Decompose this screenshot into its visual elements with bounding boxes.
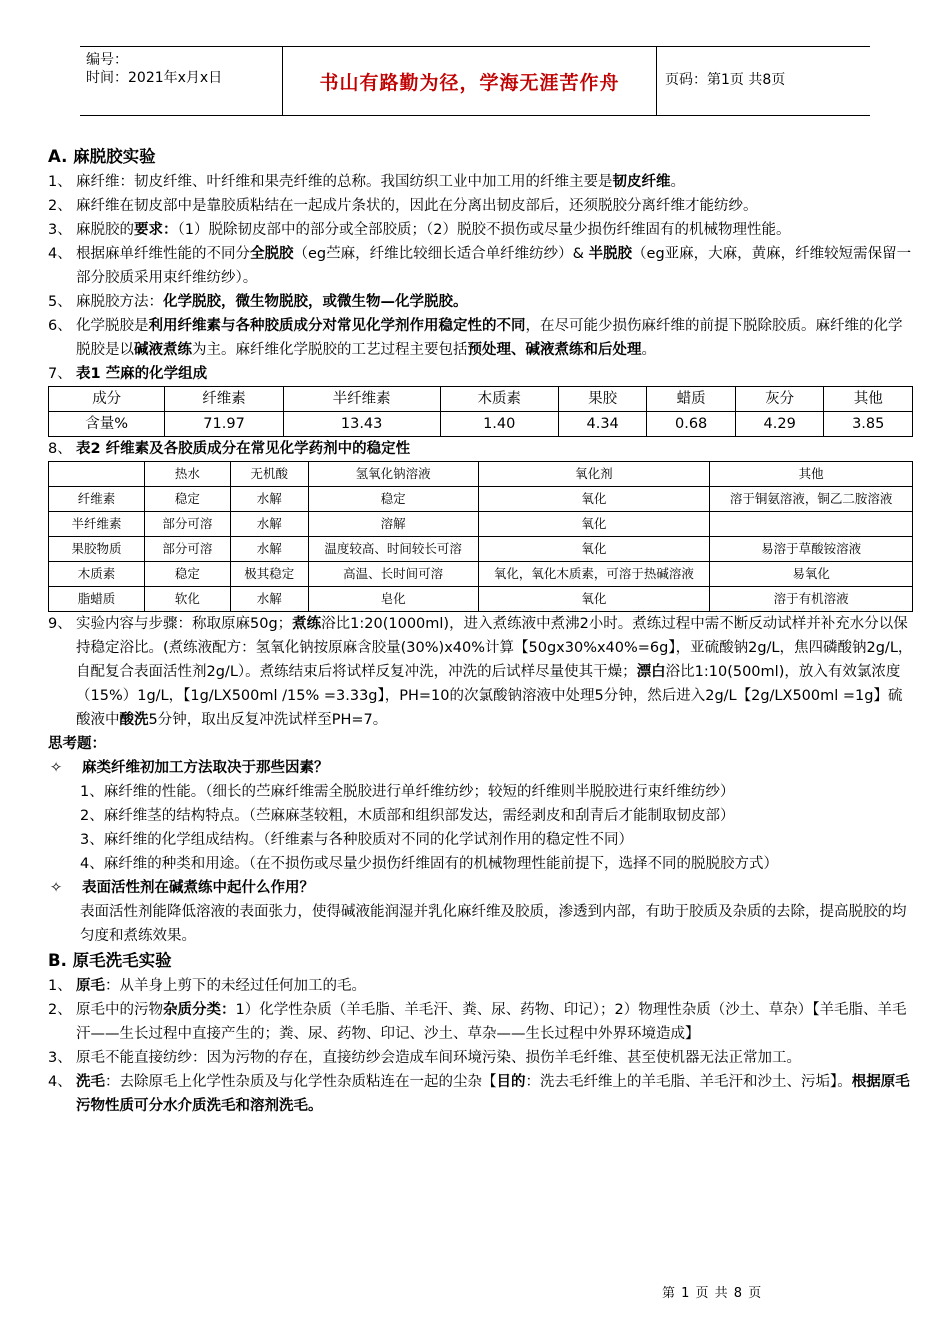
table2-cell: 稳定 (144, 562, 230, 587)
table1-header-cell: 成分 (49, 387, 165, 412)
table2-cell: 部分可溶 (144, 537, 230, 562)
table1-cell: 13.43 (283, 412, 440, 437)
table-row (49, 512, 913, 537)
table2-cell: 易氧化 (710, 562, 913, 587)
table2-cell: 纤维素 (49, 487, 145, 512)
table1-header-row (49, 387, 913, 412)
text-run: ：洗去毛纤维上的羊毛脂、羊毛汗和沙土、污垢】。 (525, 1074, 852, 1090)
table-row (49, 487, 913, 512)
item-a-6-num: 6、 (48, 318, 72, 334)
question-2-title: 表面活性剂在碱煮练中起什么作用？ (82, 880, 314, 896)
text-run: 原毛不能直接纺纱：因为污物的存在，直接纺纱会造成车间环境污染、损伤羊毛纤维、甚至使机器无法正常加工。 (76, 1050, 801, 1066)
item-a-5-num: 5、 (48, 294, 72, 310)
bold-run: 化学脱胶，微生物脱胶，或微生物—化学脱胶。 (163, 294, 468, 310)
item-b-3-text (76, 1046, 913, 1070)
table1-header-cell: 蜡质 (647, 387, 736, 412)
text-run: ：去除原毛上化学性杂质及与化学性杂质粘连在一起的尘杂【 (105, 1074, 497, 1090)
answer-line: 2、麻纤维茎的结构特点。（苎麻麻茎较粗，木质部和组织部发达，需经剥皮和刮青后才能制取韧皮部） (80, 808, 735, 824)
table1-header-cell: 灰分 (735, 387, 824, 412)
bold-run: 目的 (496, 1074, 526, 1090)
table2-body (49, 462, 913, 612)
diamond-bullet-icon: ✧ (50, 760, 63, 776)
question-1-title: 麻类纤维初加工方法取决于那些因素？ (82, 760, 329, 776)
table2-cell: 极其稳定 (230, 562, 308, 587)
table2-cell: 稳定 (308, 487, 478, 512)
item-a-9-num: 9、 (48, 616, 72, 632)
table2-cell: 稳定 (144, 487, 230, 512)
item-b-4 (48, 1070, 913, 1118)
bold-run: 碱液煮练 (134, 342, 192, 358)
item-a-9-text (76, 612, 913, 732)
table2-cell: 水解 (230, 537, 308, 562)
text-run: 麻脱胶的 (76, 222, 134, 238)
text-run: 1）化学性杂质（羊毛脂、羊毛汗、粪、尿、药物、印记）；2）物理性杂质（沙土、草杂）【羊毛脂、羊毛汗——生长过程中直接产生的；粪、尿、药物、印记、沙土、草杂——生长过程中外界环境造成】 (76, 1002, 907, 1042)
main-content (48, 144, 913, 1118)
header-meta (80, 47, 282, 115)
item-a-2 (48, 194, 913, 218)
table2-cell: 氧化 (478, 587, 710, 612)
question-1-answers (48, 780, 913, 876)
table2-cell: 部分可溶 (144, 512, 230, 537)
table2-cell: 氧化，氧化木质素，可溶于热碱溶液 (478, 562, 710, 587)
item-b-1-num: 1、 (48, 978, 72, 994)
text-run: 浴比1:20(1000ml)，进入煮练液中煮沸2小时。煮练过程中需不断反动试样并补充水分以保持稳定浴比。(煮练液配方：氢氧化钠按原麻含胶量(30%)x40%计算【50gx30%x40%=6g】，亚硫酸钠2g/L，焦四磷酸钠2g/L，自配复合表面活性剂2g/L）。煮练结束后将试样反复冲洗，冲洗的后试样尽量使其干燥； (76, 616, 913, 680)
table2-cell: 氧化 (478, 487, 710, 512)
table2-header-cell: 无机酸 (230, 462, 308, 487)
table2-cell: 木质素 (49, 562, 145, 587)
text-run: 5分钟，取出反复冲洗试样至PH=7。 (148, 712, 388, 728)
bold-run: 洗毛 (76, 1074, 105, 1090)
item-a-4 (48, 242, 913, 290)
answer-line: 3、麻纤维的化学组成结构。（纤维素与各种胶质对不同的化学试剂作用的稳定性不同） (80, 832, 633, 848)
table1-cell: 含量% (49, 412, 165, 437)
item-a-4-num: 4、 (48, 246, 72, 262)
bold-run: 要求： (134, 222, 178, 238)
bold-run: 根据原毛污物性质可分水介质洗毛和溶剂洗毛。 (76, 1074, 910, 1114)
table2-cell: 溶于有机溶液 (710, 587, 913, 612)
question-2 (48, 876, 913, 900)
table1-cell: 4.34 (558, 412, 647, 437)
item-a-6 (48, 314, 913, 362)
text-run: （eg亚麻，大麻，黄麻，纤维较短需保留一部分胶质采用束纤维纺纱）。 (76, 246, 912, 286)
table1-cell: 4.29 (735, 412, 824, 437)
table2-cell (710, 512, 913, 537)
bold-run: 杂质分类： (163, 1002, 236, 1018)
table2-cell: 软化 (144, 587, 230, 612)
item-a-3 (48, 218, 913, 242)
text-run: （eg苎麻，纤维比较细长适合单纤维纺纱）& (293, 246, 589, 262)
table2-header-cell: 氧化剂 (478, 462, 710, 487)
table2-cell: 氧化 (478, 537, 710, 562)
text-run: 原毛中的污物 (76, 1002, 163, 1018)
table-row (49, 562, 913, 587)
text-run: 麻脱胶方法： (76, 294, 163, 310)
table2-cell: 高温、长时间可溶 (308, 562, 478, 587)
bold-run: 预处理、碱液煮练和后处理 (467, 342, 642, 358)
text-run: 根据麻单纤维性能的不同分 (76, 246, 250, 262)
table2-cell: 水解 (230, 487, 308, 512)
answer-line: 1、麻纤维的性能。（细长的苎麻纤维需全脱胶进行单纤维纺纱；较短的纤维则半脱胶进行束纤维纺纱） (80, 784, 735, 800)
table2-cell: 温度较高、时间较长可溶 (308, 537, 478, 562)
text-run: ：从羊身上剪下的未经过任何加工的毛。 (105, 978, 366, 994)
table2-cell: 易溶于草酸铵溶液 (710, 537, 913, 562)
item-a-2-num: 2、 (48, 198, 72, 214)
table2-header-cell (49, 462, 145, 487)
text-run: （1）脱除韧皮部中的部分或全部胶质；（2）脱胶不损伤或尽量少损伤纤维固有的机械物理性能。 (177, 222, 791, 238)
time-label: 时间：2021年x月x日 (86, 70, 223, 86)
table1-cell: 1.40 (440, 412, 558, 437)
text-run: 实验内容与步骤：称取原麻50g； (76, 616, 293, 632)
table1-data-row (49, 412, 913, 437)
page-footer: 第 1 页 共 8 页 (662, 1286, 763, 1301)
table2-cell: 半纤维素 (49, 512, 145, 537)
item-a-5-text (76, 290, 913, 314)
table-row (49, 587, 913, 612)
item-a-1 (48, 170, 913, 194)
bold-run: 原毛 (76, 978, 105, 994)
bold-run: 漂白 (636, 664, 666, 680)
item-a-1-num: 1、 (48, 174, 72, 190)
bold-run: 酸洗 (119, 712, 149, 728)
table1-header-cell: 木质素 (440, 387, 558, 412)
bold-run: 全脱胶 (250, 246, 294, 262)
item-a-2-text (76, 194, 913, 218)
header-motto: 书山有路勤为径，学海无涯苦作舟 (282, 47, 657, 115)
table2-header-cell: 热水 (144, 462, 230, 487)
item-b-2-num: 2、 (48, 1002, 72, 1018)
text-run: 麻纤维在韧皮部中是靠胶质粘结在一起成片条状的，因此在分离出韧皮部后，还须脱胶分离纤维才能纺纱。 (76, 198, 758, 214)
answer-line: 4、麻纤维的种类和用途。（在不损伤或尽量少损伤纤维固有的机械物理性能前提下，选择不同的脱脱胶方式） (80, 856, 778, 872)
item-b-4-text (76, 1070, 913, 1118)
table2-header-cell: 氢氧化钠溶液 (308, 462, 478, 487)
bold-run: 韧皮纤维 (612, 174, 671, 190)
table2-caption-text: 表2 纤维素及各胶质成分在常见化学药剂中的稳定性 (76, 441, 411, 457)
item-a-6-text (76, 314, 913, 362)
table2-cell: 皂化 (308, 587, 478, 612)
bold-run: 半脱胶 (588, 246, 633, 262)
item-b-2 (48, 998, 913, 1046)
item-a-4-text (76, 242, 913, 290)
table1 (48, 386, 913, 437)
text-run: 浴比1:10(500ml)，放入有效氯浓度（15%）1g/L，【1g/LX500ml /15% =3.33g】，PH=10的次氯酸钠溶液中处理5分钟，然后进入2g/L【2g/LX500ml =1g】硫酸液中 (76, 664, 903, 728)
section-a-title: A. 麻脱胶实验 (48, 147, 156, 166)
table2-header-row (49, 462, 913, 487)
item-a-9 (48, 612, 913, 732)
item-9 (48, 612, 913, 732)
text-run: 。 (670, 174, 685, 190)
section-b-items (48, 974, 913, 1118)
item-b-3-num: 3、 (48, 1050, 72, 1066)
table1-cell: 3.85 (824, 412, 913, 437)
table1-caption-num: 7、 (48, 366, 72, 382)
table2-cell: 果胶物质 (49, 537, 145, 562)
table1-header-cell: 其他 (824, 387, 913, 412)
table2-cell: 脂蜡质 (49, 587, 145, 612)
table2-cell: 溶于铜氨溶液，铜乙二胺溶液 (710, 487, 913, 512)
question-1 (48, 756, 913, 780)
section-b-title: B. 原毛洗毛实验 (48, 951, 172, 970)
item-b-3 (48, 1046, 913, 1070)
item-b-2-text (76, 998, 913, 1046)
item-a-1-text (76, 170, 913, 194)
text-run: 麻纤维：韧皮纤维、叶纤维和果壳纤维的总称。我国纺织工业中加工用的纤维主要是 (76, 174, 613, 190)
item-b-1-text (76, 974, 913, 998)
table1-cell: 71.97 (165, 412, 283, 437)
number-label: 编号： (86, 52, 128, 68)
table1-caption (48, 362, 913, 386)
table1-header-cell: 半纤维素 (283, 387, 440, 412)
table2-cell: 水解 (230, 512, 308, 537)
header-page-info: 页码：第1页 共8页 (665, 72, 786, 88)
think-title: 思考题： (48, 736, 106, 752)
table1-header-cell: 纤维素 (165, 387, 283, 412)
table2-header-cell: 其他 (710, 462, 913, 487)
table2-cell: 水解 (230, 587, 308, 612)
text-run: ，在尽可能少损伤麻纤维的前提下脱除胶质。麻纤维的化学脱胶是以 (76, 318, 903, 358)
table1-cell: 0.68 (647, 412, 736, 437)
item-a-3-num: 3、 (48, 222, 72, 238)
text-run: 为主。麻纤维化学脱胶的工艺过程主要包括 (192, 342, 468, 358)
bold-run: 利用纤维素与各种胶质成分对常见化学剂作用稳定性的不同 (148, 318, 526, 334)
table-row (49, 537, 913, 562)
header-box (80, 46, 870, 116)
table2-cell: 氧化 (478, 512, 710, 537)
question-2-answer: 表面活性剂能降低溶液的表面张力，使得碱液能润湿并乳化麻纤维及胶质，渗透到内部，有助于胶质及杂质的去除，提高脱胶的均匀度和煮练效果。 (80, 904, 907, 944)
item-b-1 (48, 974, 913, 998)
item-a-5 (48, 290, 913, 314)
diamond-bullet-icon: ✧ (50, 880, 63, 896)
table1-header-cell: 果胶 (558, 387, 647, 412)
bold-run: 煮练 (292, 616, 322, 632)
table2-caption (48, 437, 913, 461)
table2 (48, 461, 913, 612)
text-run: 化学脱胶是 (76, 318, 149, 334)
section-a-items (48, 170, 913, 362)
text-run: 。 (641, 342, 656, 358)
table2-cell: 溶解 (308, 512, 478, 537)
table1-caption-text: 表1 苎麻的化学组成 (76, 366, 208, 382)
item-b-4-num: 4、 (48, 1074, 72, 1090)
item-a-3-text (76, 218, 913, 242)
table2-caption-num: 8、 (48, 441, 72, 457)
